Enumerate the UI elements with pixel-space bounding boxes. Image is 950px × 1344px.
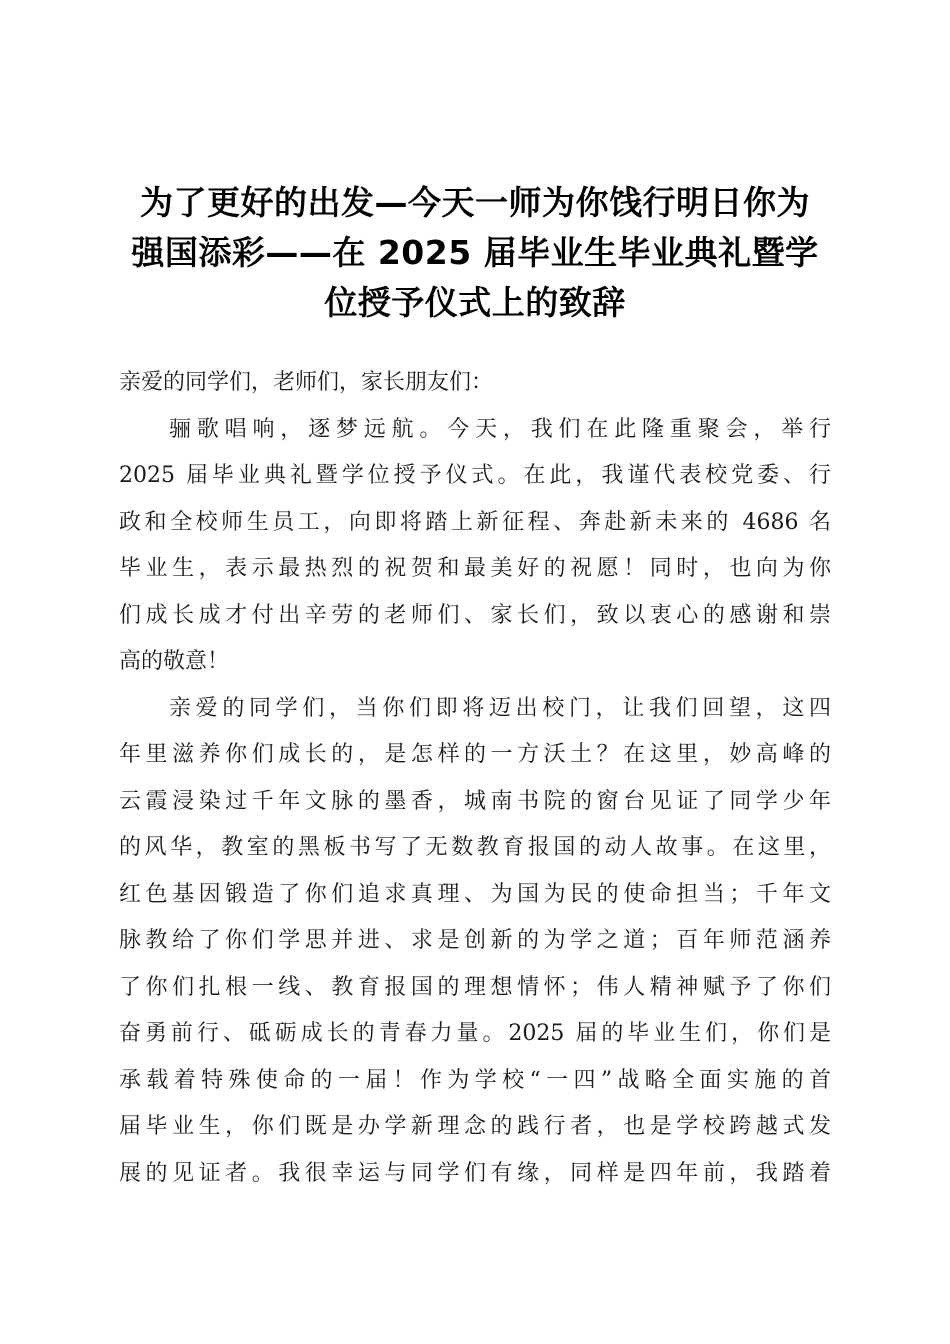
paragraph-line: 政和全校师生员工，向即将踏上新征程、奔赴新未来的 4686 名 — [119, 509, 831, 535]
paragraph-line: 骊歌唱响，逐梦远航。今天，我们在此隆重聚会，举行 — [169, 416, 831, 442]
paragraph-line: 2025 届毕业典礼暨学位授予仪式。在此，我谨代表校党委、行 — [119, 463, 831, 488]
title-line-1: 为了更好的出发—今天一师为你饯行明日你为 — [140, 183, 810, 222]
title-line-3: 位授予仪式上的致辞 — [324, 283, 626, 322]
salutation: 亲爱的同学们，老师们，家长朋友们： — [119, 370, 494, 395]
paragraph-line: 脉教给了你们学思并进、求是创新的为学之道；百年师范涵养 — [119, 928, 831, 953]
paragraph-line: 奋勇前行、砥砺成长的青春力量。2025 届的毕业生们，你们是 — [119, 1021, 831, 1046]
document-body — [119, 360, 831, 1197]
paragraph-line: 的风华，教室的黑板书写了无数教育报国的动人故事。在这里， — [119, 835, 831, 860]
paragraph-line: 承载着特殊使命的一届！作为学校“一四”战略全面实施的首 — [119, 1067, 831, 1093]
paragraph-line: 展的见证者。我很幸运与同学们有缘，同样是四年前，我踏着 — [119, 1160, 831, 1186]
paragraph-line: 年里滋养你们成长的，是怎样的一方沃土？在这里，妙高峰的 — [119, 742, 831, 767]
paragraph-line: 毕业生，表示最热烈的祝贺和最美好的祝愿！同时，也向为你 — [119, 556, 831, 581]
paragraph-1 — [119, 407, 831, 686]
document-title — [100, 178, 850, 328]
paragraph-line: 亲爱的同学们，当你们即将迈出校门，让我们回望，这四 — [169, 695, 831, 721]
paragraph-line: 届毕业生，你们既是办学新理念的践行者，也是学校跨越式发 — [119, 1114, 831, 1139]
paragraph-2 — [119, 686, 831, 1198]
paragraph-line: 了你们扎根一线、教育报国的理想情怀；伟人精神赋予了你们 — [119, 974, 831, 1000]
paragraph-line: 红色基因锻造了你们追求真理、为国为民的使命担当；千年文 — [119, 881, 831, 907]
paragraph-line: 们成长成才付出辛劳的老师们、家长们，致以衷心的感谢和崇 — [119, 602, 831, 628]
paragraph-line: 云霞浸染过千年文脉的墨香，城南书院的窗台见证了同学少年 — [119, 788, 831, 814]
paragraph-line: 高的敬意！ — [119, 649, 230, 674]
title-line-2: 强国添彩——在 2025 届毕业生毕业典礼暨学 — [131, 233, 819, 272]
